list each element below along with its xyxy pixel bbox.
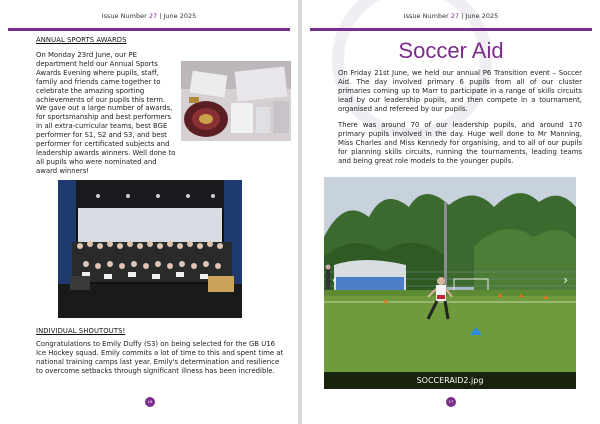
sports-awards-text: On Monday 23rd June, our PE department held our Annual Sports Awards Evening where pupils, staff, family and friends came together to celebrate the amazing sporting achievements of our pupils this term. We gave out a large number of awards, for sportsmanship and best performers in all extra-curricular teams, best BGE performer for S1, S2 and S3, and best performer for certificated subjects and leadership awards winners. Well done to all pupils who were nominated and award winners! <box>36 51 176 175</box>
issue-label: Issue Number <box>101 12 147 20</box>
issue-date: June 2025 <box>465 12 499 20</box>
awards-group-photo <box>58 180 242 318</box>
header-separator: | <box>461 12 464 20</box>
issue-label: Issue Number <box>403 12 449 20</box>
sports-awards-heading: ANNUAL SPORTS AWARDS <box>36 36 127 44</box>
previous-arrow-icon[interactable]: ‹ <box>332 273 337 287</box>
left-page <box>0 0 298 424</box>
issue-number: 27 <box>450 12 460 20</box>
page-header <box>0 12 298 20</box>
header-separator: | <box>159 12 162 20</box>
trophies-photo <box>181 61 291 141</box>
issue-number: 27 <box>148 12 158 20</box>
page-number: 16 <box>145 397 155 407</box>
individual-shoutouts-heading: INDIVIDUAL SHOUTOUTS! <box>36 327 126 335</box>
photo-caption: SOCCERAID2.jpg <box>324 372 576 389</box>
soccer-aid-paragraph-2: There was around 70 of our leadership pupils, and around 170 primary pupils involved in the day. Huge well done to Mr Manning, Miss Charles and Miss Kennedy for organising, and to all of our pupils for planning skills circuits, running the tournaments, leading teams and being great role models to the younger pupils. <box>338 121 582 165</box>
page-title: Soccer Aid <box>398 38 504 63</box>
page-header <box>302 12 600 20</box>
right-page <box>302 0 600 424</box>
next-arrow-icon[interactable]: › <box>563 273 568 287</box>
individual-shoutouts-text: Congratulations to Emily Duffy (S3) on being selected for the GB U16 Ice Hockey squad. Emily commits a lot of time to this and spent time at national training camps last year. Emily's determination and resilience to overcome setbacks through significant illness has been incredible. <box>36 340 284 375</box>
header-rule <box>310 28 592 31</box>
issue-date: June 2025 <box>163 12 197 20</box>
soccer-aid-photo[interactable] <box>324 177 576 389</box>
page-number: 17 <box>446 397 456 407</box>
soccer-aid-paragraph-1: On Friday 21st June, we held our annual P6 Transition event – Soccer Aid. The day involved primary 6 pupils from all of our cluster primaries coming up to Marr to participate in a range of skills circuits lead by our leadership pupils, and then compete in a tournament, organised and refereed by our pupils. <box>338 69 582 113</box>
header-rule <box>8 28 290 31</box>
